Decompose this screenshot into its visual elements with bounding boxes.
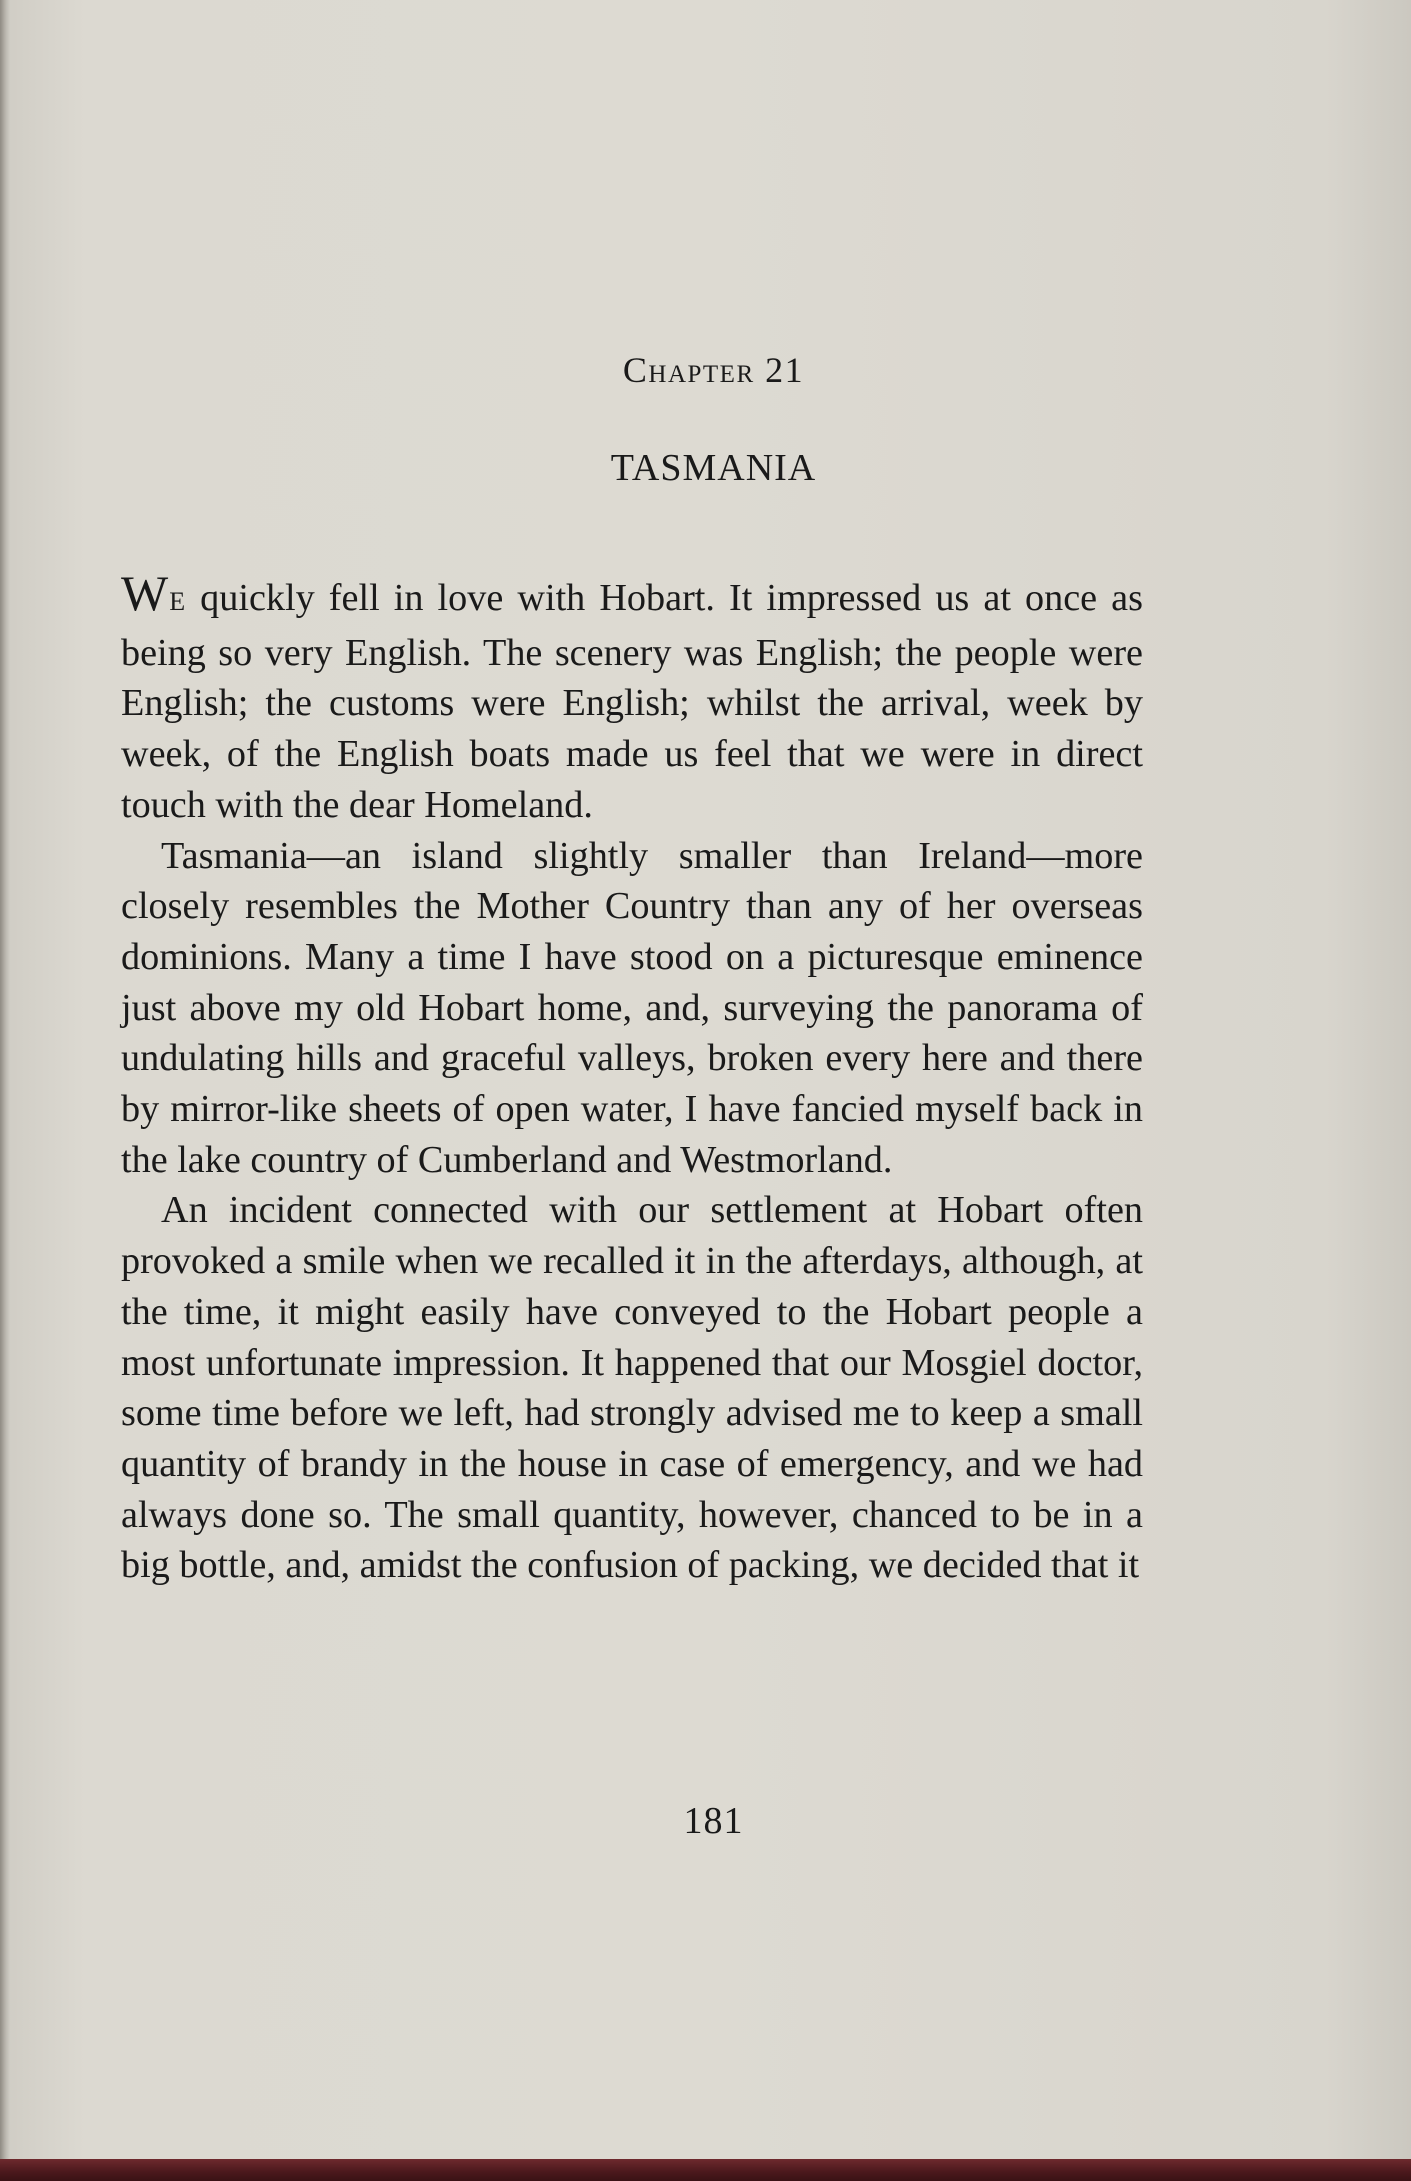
paragraph-1-text: quickly fell in love with Hobart. It impressed us at once as being so very English. The scenery was English; the people were English; the customs were English; whilst the arrival, week by week, of the English boats made us feel that we were in direct touch with the dear Homeland. — [121, 577, 1143, 826]
paragraph-3: An incident connected with our settlement at Hobart often provoked a smile when we recalled it in the afterdays, although, at the time, it might easily have conveyed to the Hobart people a most unfortunate impression. It happened that our Mosgiel doctor, some time before we left, had strongly advised me to keep a small quantity of brandy in the house in case of emergency, and we had always done so. The small quantity, however, chanced to be in a big bottle, and, amidst the confusion of packing, we decided that it — [121, 1189, 1143, 1587]
drop-cap: W — [121, 565, 170, 621]
body-text — [121, 565, 1143, 1591]
page-number: 181 — [683, 1800, 744, 1842]
chapter-title: TASMANIA — [610, 447, 817, 489]
paragraph-2: Tasmania—an island slightly smaller than Ireland—more closely resembles the Mother Country than any of her overseas dominions. Many a time I have stood on a picturesque eminence just above my old Hobart home, and, surveying the panorama of undulating hills and graceful valleys, broken every here and there by mirror-like sheets of open water, I have fancied myself back in the lake country of Cumberland and Westmorland. — [121, 834, 1143, 1181]
small-cap: E — [169, 587, 187, 616]
paragraph-1 — [121, 565, 1143, 831]
book-cover-edge — [0, 2159, 1411, 2181]
chapter-label: Chapter 21 — [622, 350, 805, 390]
